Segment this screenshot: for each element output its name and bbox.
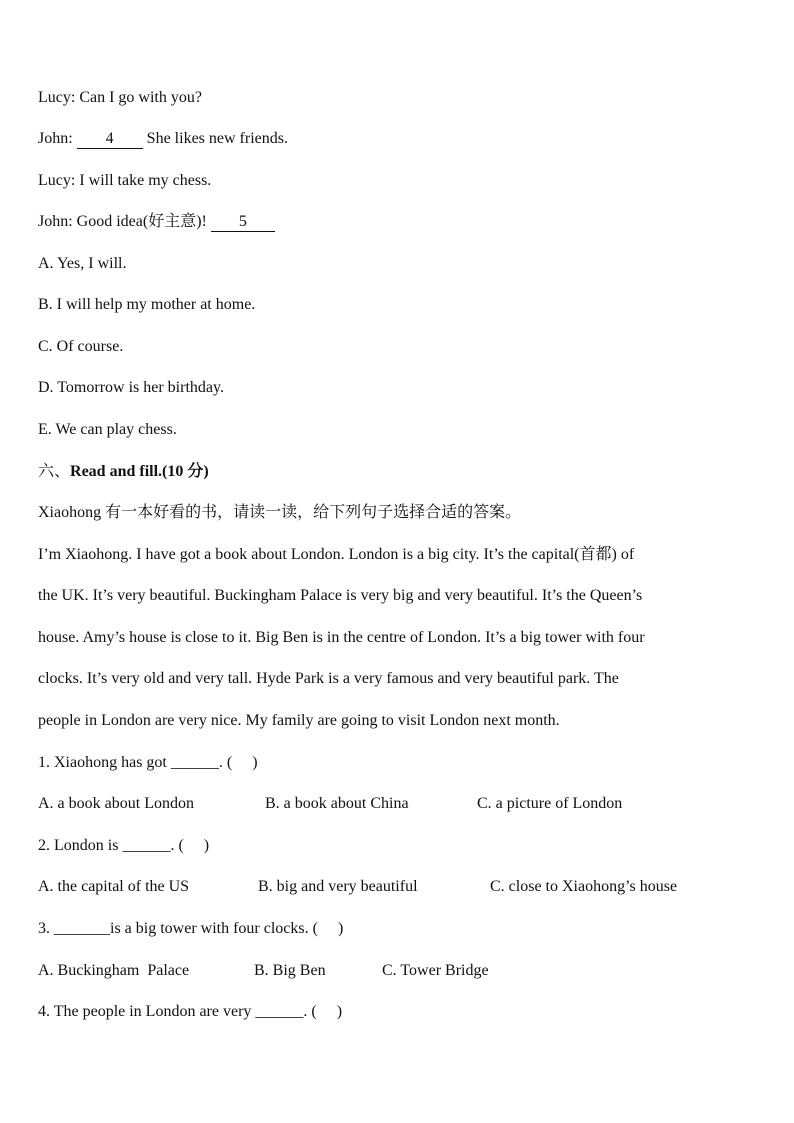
dialogue-option-a: A. Yes, I will.	[38, 255, 127, 272]
question-3-option-b[interactable]: B. Big Ben	[254, 962, 326, 979]
section-title: Read and fill.(10 分)	[70, 463, 209, 480]
question-1: 1. Xiaohong has got ______. ( )	[38, 754, 258, 771]
dialogue-line-2-text: She likes new friends.	[142, 130, 288, 147]
dialogue-option-c: C. Of course.	[38, 338, 124, 355]
question-2: 2. London is ______. ( )	[38, 837, 210, 854]
question-4: 4. The people in London are very ______. ( )	[38, 1003, 343, 1020]
dialogue-option-b: B. I will help my mother at home.	[38, 296, 256, 313]
question-2-option-c[interactable]: C. close to Xiaohong’s house	[490, 878, 678, 895]
question-3-option-a[interactable]: A. Buckingham Palace	[38, 962, 190, 979]
dialogue-line-4	[38, 212, 275, 232]
question-2-option-b[interactable]: B. big and very beautiful	[258, 878, 418, 895]
question-3-option-c[interactable]: C. Tower Bridge	[382, 962, 489, 979]
question-1-option-a[interactable]: A. a book about London	[38, 795, 194, 812]
passage-line-1: I’m Xiaohong. I have got a book about London. London is a big city. It’s the capital(首都) of	[38, 546, 635, 563]
passage-line-2: the UK. It’s very beautiful. Buckingham Palace is very big and very beautiful. It’s the Queen’s	[38, 587, 643, 604]
section-number: 六、	[38, 463, 71, 480]
section-instruction: Xiaohong 有一本好看的书，请读一读，给下列句子选择合适的答案。	[38, 504, 522, 521]
question-1-option-c[interactable]: C. a picture of London	[477, 795, 623, 812]
passage-line-5: people in London are very nice. My family are going to visit London next month.	[38, 712, 560, 729]
dialogue-line-3: Lucy: I will take my chess.	[38, 172, 212, 189]
blank-4[interactable]: 4	[77, 130, 143, 149]
question-2-option-a[interactable]: A. the capital of the US	[38, 878, 190, 895]
dialogue-line-2	[38, 129, 288, 149]
dialogue-option-d: D. Tomorrow is her birthday.	[38, 379, 224, 396]
question-1-option-b[interactable]: B. a book about China	[265, 795, 409, 812]
blank-5[interactable]: 5	[211, 213, 275, 232]
section-heading	[38, 462, 209, 482]
dialogue-option-e: E. We can play chess.	[38, 421, 177, 438]
speaker-prefix: John:	[38, 130, 77, 147]
dialogue-line-1: Lucy: Can I go with you?	[38, 89, 202, 106]
passage-line-4: clocks. It’s very old and very tall. Hyde Park is a very famous and very beautiful park. The	[38, 670, 619, 687]
passage-line-3: house. Amy’s house is close to it. Big Ben is in the centre of London. It’s a big tower with four	[38, 629, 645, 646]
dialogue-line-4-text: John: Good idea(好主意)!	[38, 213, 211, 230]
question-3: 3. _______is a big tower with four clocks. ( )	[38, 920, 344, 937]
